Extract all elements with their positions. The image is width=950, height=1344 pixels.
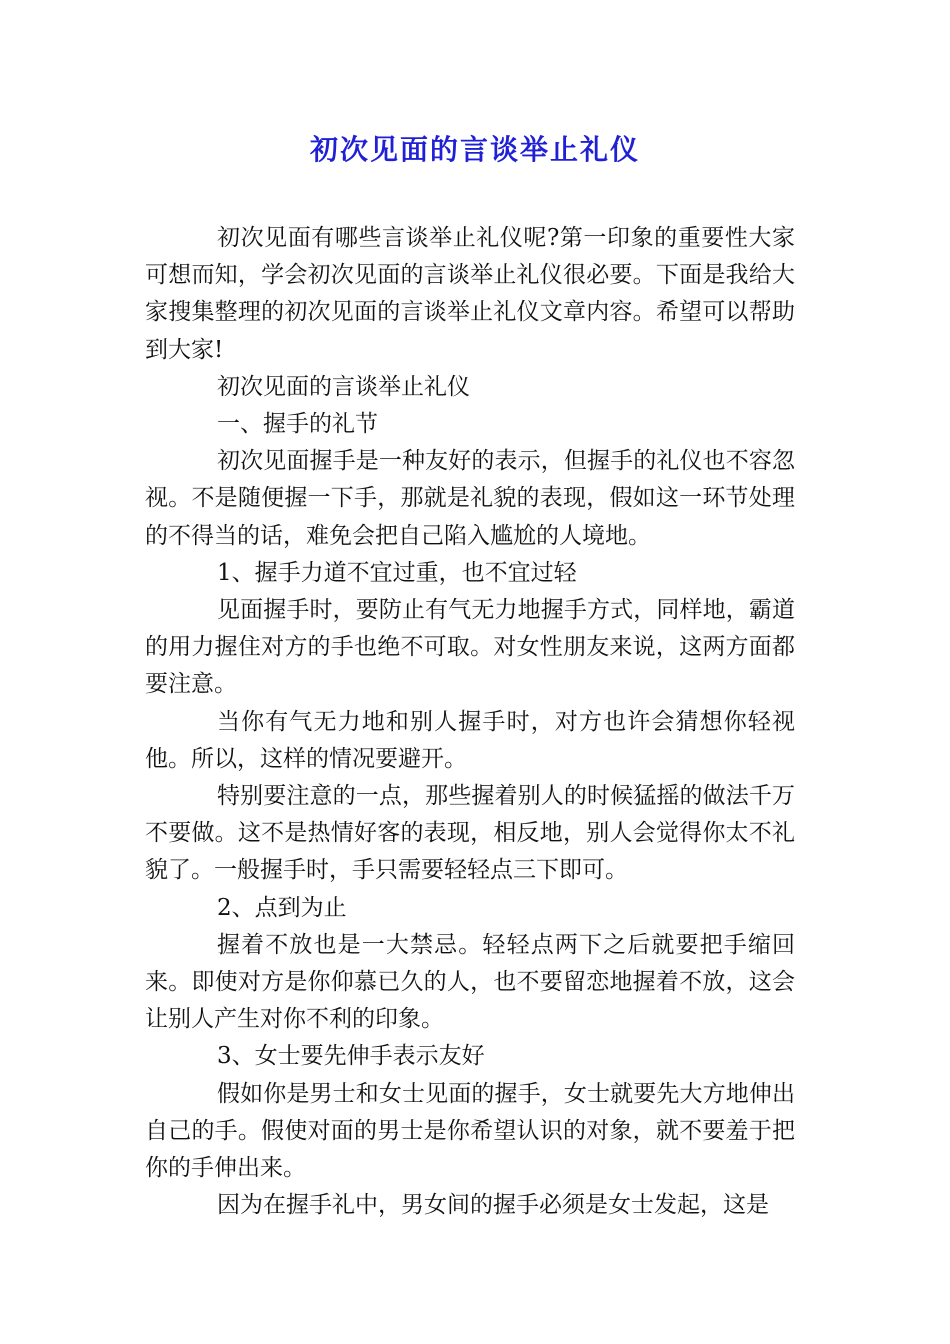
- subheading-etiquette: 初次见面的言谈举止礼仪: [217, 373, 470, 400]
- paragraph-lady-first: 假如你是男士和女士见面的握手，女士就要先大方地伸出自己的手。假使对面的男士是你希望认识的对象，就不要羞于把你的手伸出来。: [145, 1080, 795, 1182]
- document-title: 初次见面的言谈举止礼仪: [309, 133, 640, 166]
- section-heading-handshake: 一、握手的礼节: [217, 411, 378, 438]
- item-heading-2: 2、点到为止: [217, 894, 347, 921]
- paragraph-intro: 初次见面有哪些言谈举止礼仪呢?第一印象的重要性大家可想而知，学会初次见面的言谈举止礼仪很必要。下面是我给大家搜集整理的初次见面的言谈举止礼仪文章内容。希望可以帮助到大家!: [145, 225, 795, 363]
- item-heading-1: 1、握手力道不宜过重，也不宜过轻: [217, 559, 577, 586]
- paragraph-handshake-overview: 初次见面握手是一种友好的表示，但握手的礼仪也不容忽视。不是随便握一下手，那就是礼貌的表现，假如这一环节处理的不得当的话，难免会把自己陷入尴尬的人境地。: [145, 448, 795, 549]
- paragraph-weak-grip: 当你有气无力地和别人握手时，对方也许会猜想你轻视他。所以，这样的情况要避开。: [145, 708, 795, 772]
- paragraph-force: 见面握手时，要防止有气无力地握手方式，同样地，霸道的用力握住对方的手也绝不可取。对女性朋友来说，这两方面都要注意。: [145, 597, 795, 698]
- paragraph-continued: 因为在握手礼中，男女间的握手必须是女士发起，这是: [217, 1192, 769, 1219]
- document-body: [145, 220, 795, 1224]
- paragraph-shaking: 特别要注意的一点，那些握着别人的时候猛摇的做法千万不要做。这不是热情好客的表现，相反地，别人会觉得你太不礼貌了。一般握手时，手只需要轻轻点三下即可。: [145, 783, 795, 884]
- item-heading-3: 3、女士要先伸手表示友好: [217, 1043, 485, 1070]
- paragraph-release: 握着不放也是一大禁忌。轻轻点两下之后就要把手缩回来。即使对方是你仰慕已久的人，也不要留恋地握着不放，这会让别人产生对你不利的印象。: [145, 931, 795, 1033]
